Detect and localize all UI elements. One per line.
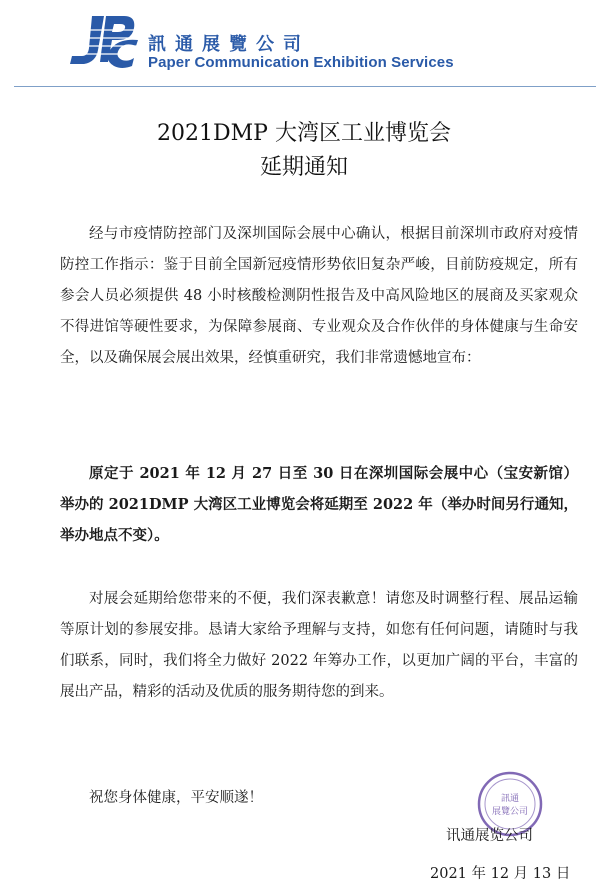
closing-greeting: 祝您身体健康，平安顺遂！ xyxy=(89,790,263,806)
svg-text:訊通: 訊通 xyxy=(500,794,520,804)
letterhead xyxy=(0,0,608,90)
svg-text:展覽公司: 展覽公司 xyxy=(491,807,529,817)
company-name-english: Paper Communication Exhibition Services xyxy=(148,54,454,71)
notice-subtitle: 延期通知 xyxy=(259,155,348,180)
notice-date: 2021 年 12 月 13 日 xyxy=(430,866,571,882)
paragraph-announcement: 原定于 2021 年 12 月 27 日至 30 日在深圳国际会展中心（宝安新馆）举办的 2021DMP 大湾区工业博览会将延期至 2022 年（举办时间另行通知，举办地点不变）。 xyxy=(60,465,578,544)
signer-name: 讯通展览公司 xyxy=(446,828,533,844)
notice-title: 2021DMP 大湾区工业博览会 xyxy=(157,121,451,146)
company-name-chinese: 訊通展覽公司 xyxy=(148,34,310,55)
company-logo xyxy=(62,12,142,74)
paragraph-apology: 对展会延期给您带来的不便，我们深表歉意！请您及时调整行程、展品运输等原计划的参展安排。恳请大家给予理解与支持，如您有任何问题，请随时与我们联系，同时，我们将全力做好 2022 年筹办工作，以更加广阔的平台，丰富的展出产品，精彩的活动及优质的服务期待您的到来。 xyxy=(60,591,578,700)
header-divider xyxy=(14,86,596,87)
paragraph-background: 经与市疫情防控部门及深圳国际会展中心确认，根据目前深圳市政府对疫情防控工作指示：鉴于目前全国新冠疫情形势依旧复杂严峻，目前防疫规定，所有参会人员必须提供 48 小时核酸检测阴性报告及中高风险地区的展商及买家观众不得进馆等硬性要求，为保障参展商、专业观众及合作伙伴的身体健康与生命安全，以及确保展会展出效果，经慎重研究，我们非常遗憾地宣布： xyxy=(60,226,578,366)
